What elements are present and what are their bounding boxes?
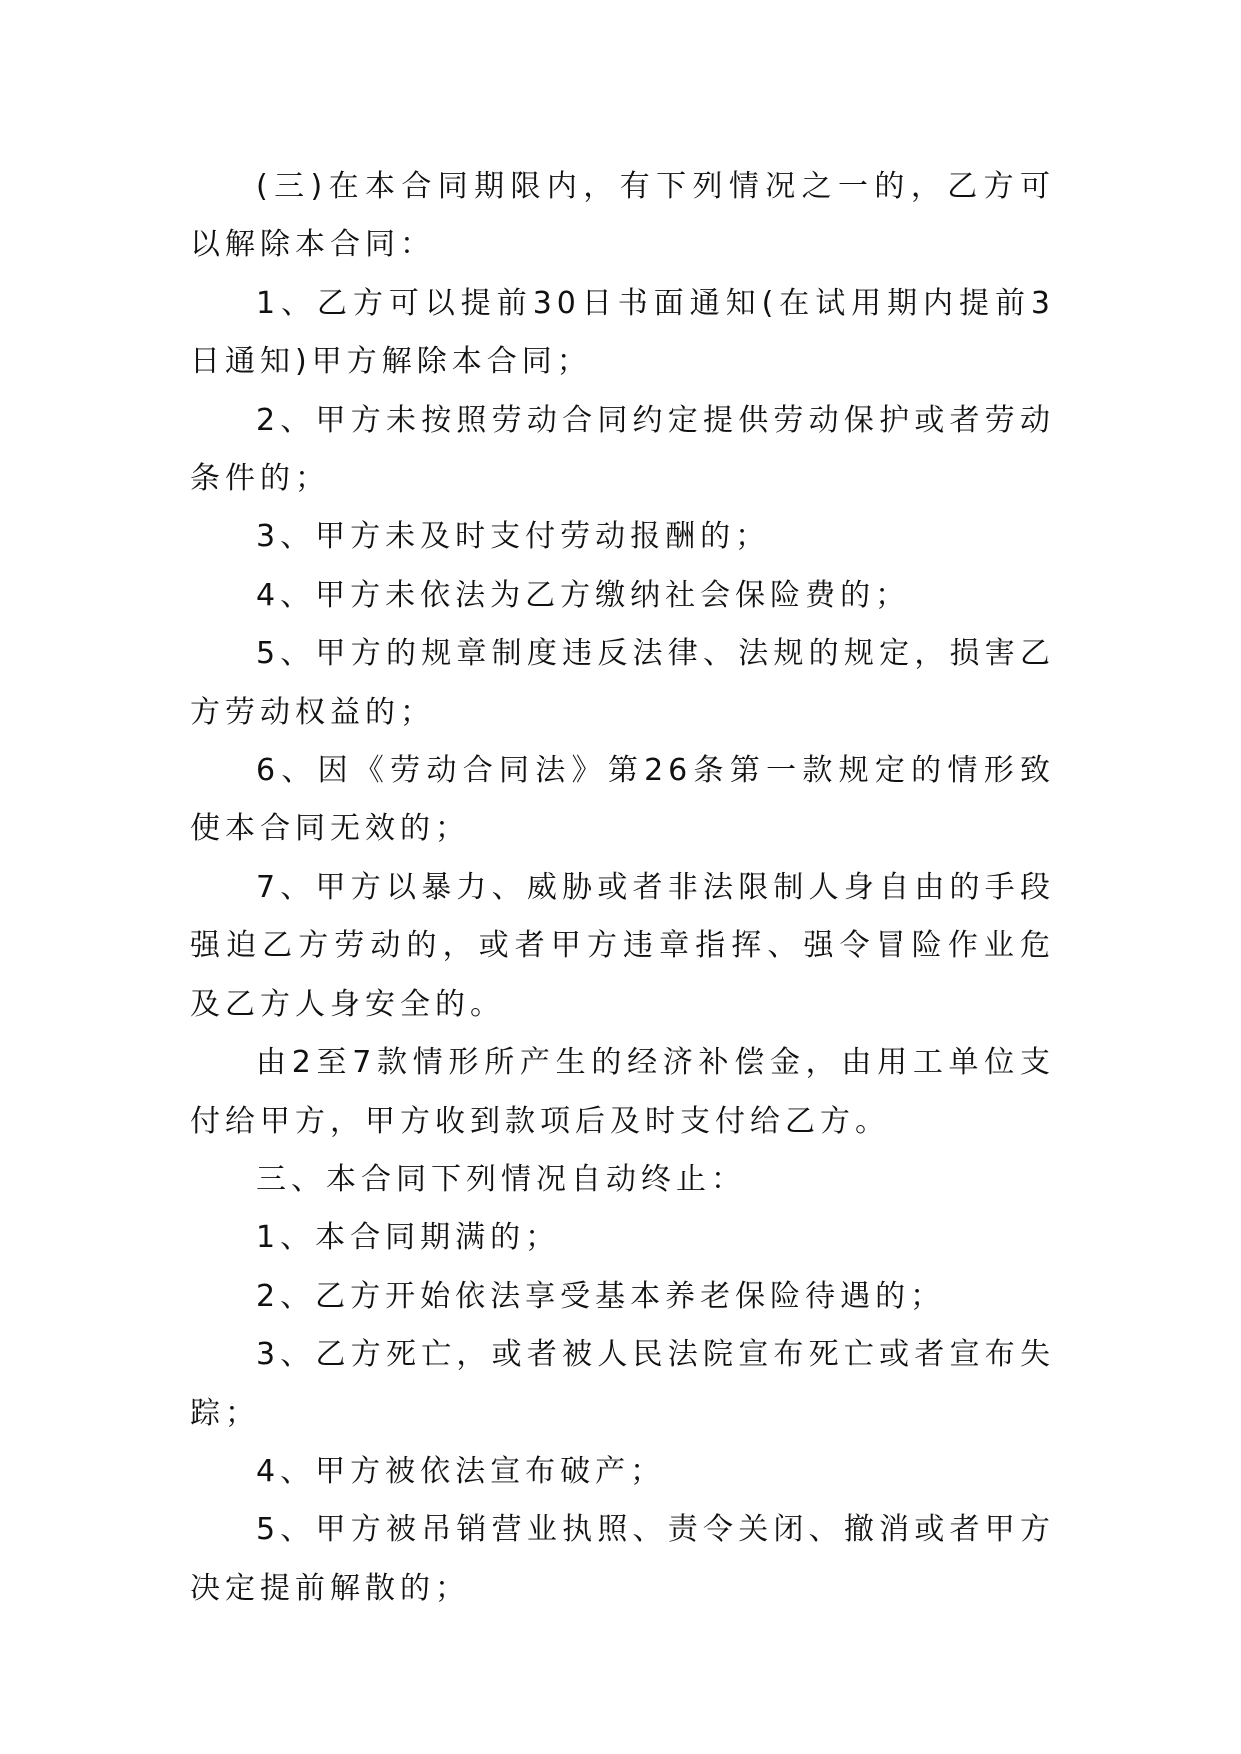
paragraph-compensation: 由2至7款情形所产生的经济补偿金，由用工单位支付给甲方，甲方收到款项后及时支付给乙方。: [190, 1045, 1055, 1139]
document-body: [190, 158, 1055, 1618]
paragraph-termination-1-expiry: 1、本合同期满的；: [256, 1220, 561, 1256]
paragraph-termination-4-bankruptcy: 4、甲方被依法宣布破产；: [256, 1453, 666, 1489]
section-heading-automatic-termination: 三、本合同下列情况自动终止：: [256, 1161, 746, 1197]
paragraph-termination-2-pension: 2、乙方开始依法享受基本养老保险待遇的；: [256, 1278, 946, 1314]
paragraph-clause-4-insurance: 4、甲方未依法为乙方缴纳社会保险费的；: [256, 577, 911, 613]
paragraph-clause-3-pay: 3、甲方未及时支付劳动报酬的；: [256, 519, 771, 555]
paragraph-termination-by-party-b: (三)在本合同期限内，有下列情况之一的，乙方可以解除本合同：: [190, 169, 1055, 263]
paragraph-clause-7-coercion: 7、甲方以暴力、威胁或者非法限制人身自由的手段强迫乙方劳动的，或者甲方违章指挥、强令冒险作业危及乙方人身安全的。: [190, 869, 1055, 1022]
paragraph-clause-1-notice: 1、乙方可以提前30日书面通知(在试用期内提前3日通知)甲方解除本合同；: [190, 285, 1055, 380]
paragraph-clause-6-invalid: 6、因《劳动合同法》第26条第一款规定的情形致使本合同无效的；: [190, 753, 1055, 847]
paragraph-termination-5-dissolution: 5、甲方被吊销营业执照、责令关闭、撤消或者甲方决定提前解散的；: [190, 1512, 1055, 1606]
paragraph-termination-3-death: 3、乙方死亡，或者被人民法院宣布死亡或者宣布失踪；: [190, 1337, 1055, 1431]
paragraph-clause-5-rules: 5、甲方的规章制度违反法律、法规的规定，损害乙方劳动权益的；: [190, 636, 1055, 730]
paragraph-clause-2-protection: 2、甲方未按照劳动合同约定提供劳动保护或者劳动条件的；: [190, 402, 1055, 497]
